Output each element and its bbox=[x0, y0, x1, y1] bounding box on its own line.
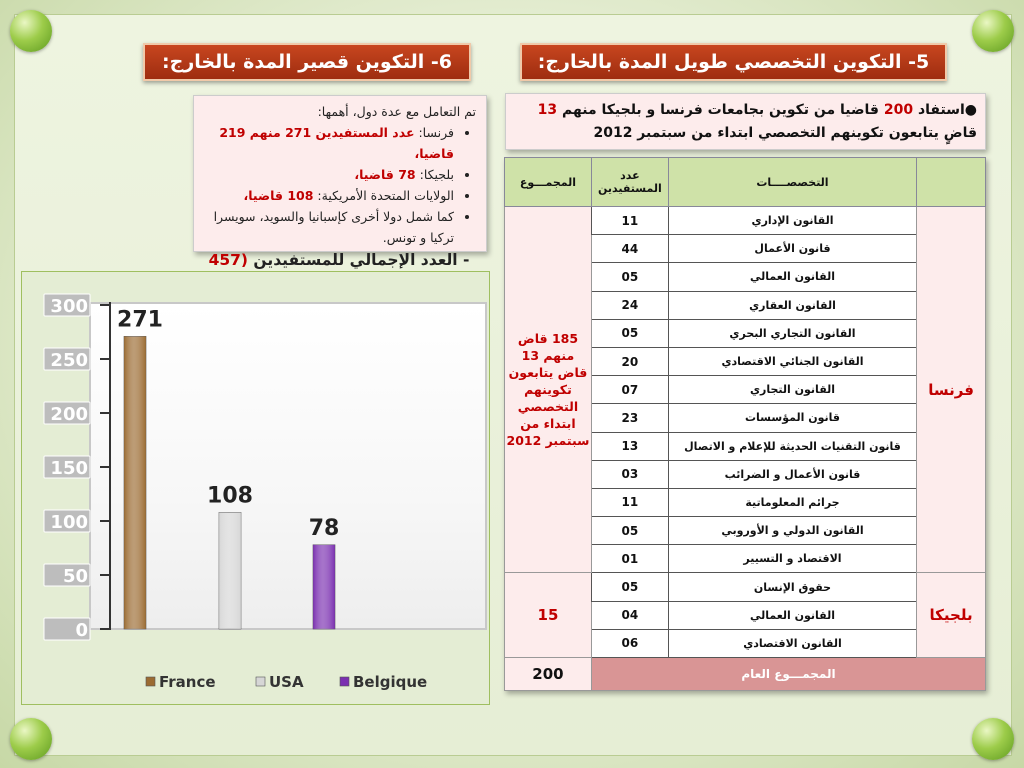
count-cell: 20 bbox=[591, 347, 668, 375]
bar-highlight bbox=[124, 336, 146, 629]
table-row bbox=[505, 573, 986, 601]
belgium-rows bbox=[505, 573, 986, 658]
list-item bbox=[202, 206, 454, 248]
list-item bbox=[202, 122, 454, 164]
table-footer-row bbox=[505, 658, 986, 691]
specialty-cell: القانون الإداري bbox=[668, 207, 916, 235]
belgium-total: 15 bbox=[505, 573, 592, 658]
list-item bbox=[202, 164, 454, 185]
long-term-training-header bbox=[520, 43, 947, 81]
countries-list bbox=[202, 122, 476, 248]
specialty-cell: جرائم المعلوماتية bbox=[668, 488, 916, 516]
list-item bbox=[202, 185, 454, 206]
country-france: فرنسا bbox=[917, 207, 986, 573]
header-total: المجمـــوع bbox=[505, 158, 592, 207]
corner-orb-icon bbox=[10, 718, 52, 760]
legend-swatch bbox=[146, 677, 155, 686]
item-prefix: فرنسا: bbox=[418, 125, 454, 140]
specialty-cell: القانون التجاري bbox=[668, 376, 916, 404]
data-label: 108 bbox=[207, 483, 253, 509]
count-cell: 23 bbox=[591, 404, 668, 432]
bar-chart bbox=[22, 272, 489, 704]
legend-swatch bbox=[340, 677, 349, 686]
count-cell: 13 bbox=[591, 432, 668, 460]
specialty-cell: قانون التقنيات الحديثة للإعلام و الاتصال bbox=[668, 432, 916, 460]
count-cell: 05 bbox=[591, 263, 668, 291]
y-tick-label: 0 bbox=[75, 620, 88, 641]
count-cell: 24 bbox=[591, 291, 668, 319]
item-highlight: 78 قاضيا، bbox=[354, 167, 416, 182]
y-tick-label: 250 bbox=[50, 350, 88, 371]
header-specialties: التخصصــــات bbox=[668, 158, 916, 207]
count-cell: 04 bbox=[591, 601, 668, 629]
header-country bbox=[917, 158, 986, 207]
short-term-training-header bbox=[143, 43, 471, 81]
count-cell: 11 bbox=[591, 207, 668, 235]
legend-label-usa: USA bbox=[269, 673, 304, 691]
specialty-cell: قانون الأعمال bbox=[668, 235, 916, 263]
bar-highlight bbox=[313, 545, 335, 629]
y-tick-label: 150 bbox=[50, 458, 88, 479]
legend-label-belgique: Belgique bbox=[353, 673, 428, 691]
corner-orb-icon bbox=[10, 10, 52, 52]
grand-total-label: المجمـــوع العام bbox=[591, 658, 985, 691]
bar-highlight bbox=[219, 512, 241, 629]
long-term-intro-box bbox=[505, 93, 986, 150]
corner-orb-icon bbox=[972, 718, 1014, 760]
data-label: 78 bbox=[308, 515, 340, 541]
count-cell: 05 bbox=[591, 573, 668, 601]
specialty-cell: قانون المؤسسات bbox=[668, 404, 916, 432]
table-row bbox=[505, 207, 986, 235]
count-cell: 05 bbox=[591, 319, 668, 347]
specialty-cell: القانون العمالي bbox=[668, 263, 916, 291]
countries-intro: تم التعامل مع عدة دول، أهمها: bbox=[317, 104, 476, 119]
item-prefix: كما شمل دولا أخرى كإسبانيا والسويد، سويسرا تركيا و تونس. bbox=[213, 209, 454, 245]
corner-orb-icon bbox=[972, 10, 1014, 52]
specialties-table bbox=[504, 157, 986, 691]
count-cell: 07 bbox=[591, 376, 668, 404]
legend-swatch bbox=[256, 677, 265, 686]
france-rows bbox=[505, 207, 986, 573]
specialty-cell: قانون الأعمال و الضرائب bbox=[668, 460, 916, 488]
country-belgium: بلجيكا bbox=[917, 573, 986, 658]
beneficiaries-count: 200 bbox=[883, 102, 914, 118]
specialty-cell: حقوق الإنسان bbox=[668, 573, 916, 601]
specialty-cell: القانون العمالي bbox=[668, 601, 916, 629]
bullet: ● bbox=[964, 102, 977, 118]
specialty-cell: القانون الجنائي الاقتصادي bbox=[668, 347, 916, 375]
count-cell: 05 bbox=[591, 517, 668, 545]
france-summary: 185 قاض منهم 13 قاض يتابعون تكوينهم التخصصي ابتداء من سبتمبر 2012 bbox=[505, 207, 592, 573]
grand-total-value: 200 bbox=[505, 658, 592, 691]
y-tick-label: 300 bbox=[50, 296, 88, 317]
count-cell: 44 bbox=[591, 235, 668, 263]
header-beneficiaries: عدد المستفيدين bbox=[591, 158, 668, 207]
y-tick-label: 200 bbox=[50, 404, 88, 425]
table-header-row bbox=[505, 158, 986, 207]
specialty-cell: القانون العقاري bbox=[668, 291, 916, 319]
intro-text: قاضيا من تكوين بجامعات فرنسا و بلجيكا منهم bbox=[562, 102, 879, 118]
count-cell: 01 bbox=[591, 545, 668, 573]
total-value: (457 bbox=[208, 251, 249, 269]
item-prefix: الولايات المتحدة الأمريكية: bbox=[317, 188, 454, 203]
item-prefix: بلجيكا: bbox=[419, 167, 454, 182]
data-label: 271 bbox=[117, 307, 163, 333]
short-term-details-box bbox=[193, 95, 487, 269]
intro-text: قاضٍ يتابعون تكوينهم التخصصي ابتداء من سبتمبر 2012 bbox=[593, 125, 977, 141]
judges-count: 13 bbox=[537, 102, 558, 118]
count-cell: 03 bbox=[591, 460, 668, 488]
count-cell: 06 bbox=[591, 629, 668, 657]
total-prefix: - العدد الإجمالي للمستفيدين bbox=[253, 251, 470, 269]
long-term-training-title: 5- التكوين التخصصي طويل المدة بالخارج: bbox=[537, 51, 930, 73]
intro-text: استفاد bbox=[917, 102, 965, 118]
specialty-cell: القانون الاقتصادي bbox=[668, 629, 916, 657]
specialty-cell: الاقتصاد و التسيير bbox=[668, 545, 916, 573]
y-tick-label: 100 bbox=[50, 512, 88, 533]
item-highlight: 108 قاضيا، bbox=[243, 188, 314, 203]
y-tick-label: 50 bbox=[62, 566, 88, 587]
item-highlight: عدد المستفيدين 271 منهم 219 قاضيا، bbox=[219, 125, 454, 161]
count-cell: 11 bbox=[591, 488, 668, 516]
specialty-cell: القانون التجاري البحري bbox=[668, 319, 916, 347]
specialty-cell: القانون الدولي و الأوروبي bbox=[668, 517, 916, 545]
chart-container bbox=[21, 271, 490, 705]
short-term-training-title: 6- التكوين قصير المدة بالخارج: bbox=[162, 51, 452, 73]
legend-label-france: France bbox=[159, 673, 216, 691]
